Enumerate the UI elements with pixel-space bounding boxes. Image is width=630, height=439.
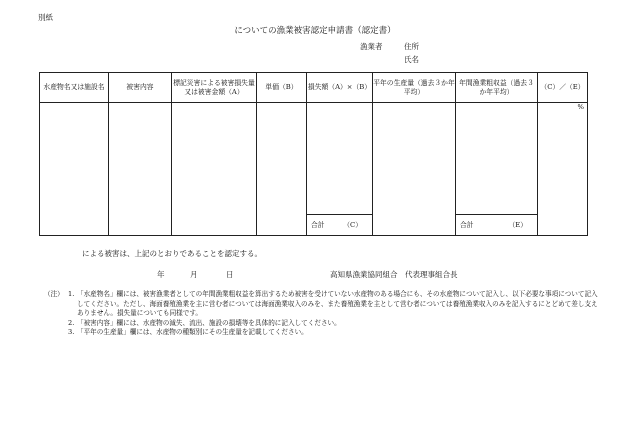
total-e-cell[interactable] <box>456 215 538 236</box>
cell-loss-value[interactable] <box>307 103 373 215</box>
note-item <box>44 290 604 319</box>
note-number: 2. <box>68 318 75 327</box>
percent-sign: % <box>577 103 584 111</box>
note-text: 「被害内容」欄には、水産物の減失、流出、施設の損壊等を具体的に記入してください。 <box>77 318 341 327</box>
cell-unit-price[interactable] <box>257 103 307 236</box>
certifier: 高知県漁業協同組合 代表理事組合長 <box>330 270 458 279</box>
notes-label: （注） <box>44 290 64 298</box>
cell-annual-revenue[interactable] <box>456 103 538 215</box>
note-item <box>44 319 604 329</box>
table-header-row <box>40 73 588 103</box>
cell-loss-amount[interactable] <box>172 103 257 236</box>
document-title: についての漁業被害認定申請書（認定書） <box>234 26 396 36</box>
cell-damage[interactable] <box>109 103 172 236</box>
table-entry-row <box>40 103 588 215</box>
col-header-ratio: （C）／（E） <box>538 73 588 103</box>
name-label: 氏名 <box>404 55 419 64</box>
date-day: 日 <box>226 270 234 279</box>
certification-text: による被害は、上記のとおりであることを認定する。 <box>82 249 262 258</box>
cell-product[interactable] <box>40 103 109 236</box>
cell-normal-production[interactable] <box>373 103 456 236</box>
col-header-product: 水産物名又は施設名 <box>40 73 109 103</box>
total-c-cell[interactable] <box>307 215 373 236</box>
notes-section <box>44 290 604 338</box>
address-label: 住所 <box>404 42 419 51</box>
applicant-block <box>360 40 419 66</box>
applicant-role: 漁業者 <box>360 42 383 51</box>
note-item <box>44 328 604 338</box>
date-year: 年 <box>157 270 165 279</box>
date-month: 月 <box>190 270 198 279</box>
col-header-annual-revenue: 年間漁業粗収益（過去３か年平均） <box>456 73 538 103</box>
total-c-label: 合計 <box>311 220 325 229</box>
note-text: 「平年の生産量」欄には、水産物の種類別にその生産量を記載してください。 <box>77 328 308 337</box>
attachment-label: 別紙 <box>38 13 53 22</box>
damage-table <box>39 72 588 236</box>
note-number: 1. <box>68 290 75 298</box>
total-e-code: （E） <box>508 220 527 229</box>
total-e-label: 合計 <box>460 220 474 229</box>
note-text: 「水産物名」欄には、被害漁業者としての年間漁業粗収益を算出するため被害を受けていない水産物のある場合にも、その水産物について記入し、以下必要な事項について記入してください。ただし、海面養殖漁業を主に営む者については海面漁業収入のみを、また養殖漁業を主として営む者については養殖漁業収入のみを記入するにとどめて差し支えありません。損失量についても同様です。 <box>77 290 598 318</box>
col-header-loss-amount: 標記災害による被害損失量又は被害金額（A） <box>172 73 257 103</box>
col-header-unit-price: 単価（B） <box>257 73 307 103</box>
cell-ratio[interactable] <box>538 103 588 236</box>
col-header-normal-production: 平年の生産量（過去３か年平均） <box>373 73 456 103</box>
total-c-code: （C） <box>343 220 362 229</box>
note-number: 3. <box>68 328 75 337</box>
col-header-damage: 被害内容 <box>109 73 172 103</box>
col-header-loss-value: 損失額（A）×（B） <box>307 73 373 103</box>
